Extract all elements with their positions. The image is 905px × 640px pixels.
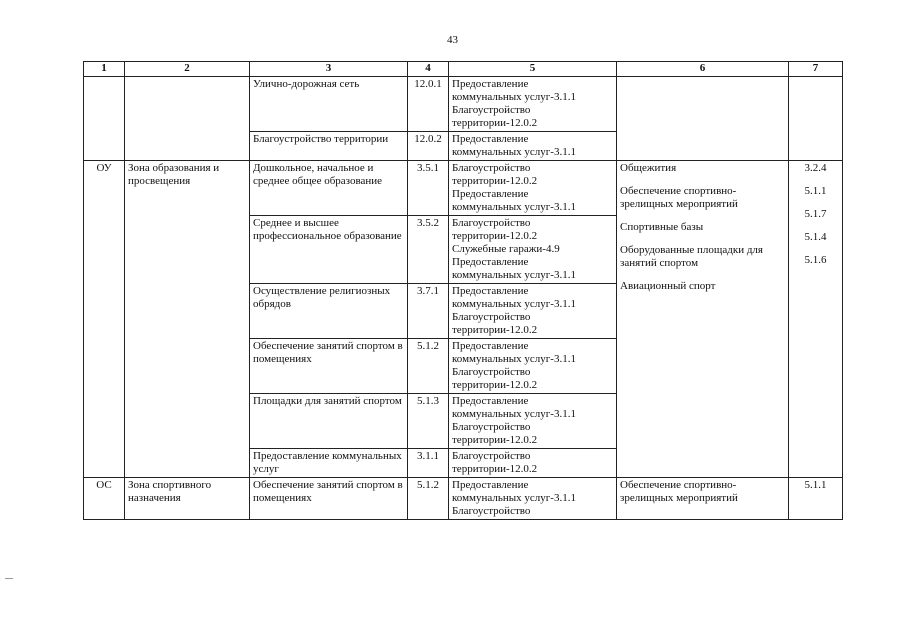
use-name-cell: Осуществление религиозных обрядов bbox=[250, 284, 408, 339]
col-header-7: 7 bbox=[789, 62, 843, 77]
conditional-use-name: Авиационный спорт bbox=[620, 280, 716, 292]
col-header-1: 1 bbox=[84, 62, 125, 77]
table-row bbox=[84, 161, 843, 216]
table-row bbox=[84, 77, 843, 132]
conditional-use-code: 5.1.7 bbox=[804, 208, 827, 220]
zone-code-cell bbox=[84, 77, 125, 161]
aux-uses-cell bbox=[449, 394, 617, 449]
aux-use-line: коммунальных услуг-3.1.1 bbox=[452, 146, 576, 158]
conditional-use-name: Обеспечение спортивно-зрелищных мероприятий bbox=[620, 479, 738, 504]
aux-use-line: Предоставление bbox=[452, 256, 529, 268]
aux-use-line: Благоустройство bbox=[452, 217, 531, 229]
aux-use-line: коммунальных услуг-3.1.1 bbox=[452, 408, 576, 420]
aux-use-line: территории-12.0.2 bbox=[452, 175, 538, 187]
aux-use-line: Предоставление bbox=[452, 188, 529, 200]
use-code-cell: 12.0.1 bbox=[408, 77, 449, 132]
conditional-use-code: 5.1.6 bbox=[804, 254, 827, 266]
aux-use-line: Предоставление bbox=[452, 479, 529, 491]
conditional-use-code: 5.1.4 bbox=[804, 231, 827, 243]
use-code-cell: 5.1.2 bbox=[408, 339, 449, 394]
aux-use-line: коммунальных услуг-3.1.1 bbox=[452, 201, 576, 213]
zone-code-cell: ОС bbox=[84, 478, 125, 520]
use-code-cell: 5.1.2 bbox=[408, 478, 449, 520]
aux-use-line: Благоустройство bbox=[452, 162, 531, 174]
aux-use-line: Служебные гаражи-4.9 bbox=[452, 243, 560, 255]
aux-use-line: коммунальных услуг-3.1.1 bbox=[452, 298, 576, 310]
aux-use-line: Предоставление bbox=[452, 78, 529, 90]
conditional-uses-cell bbox=[617, 77, 789, 161]
conditional-use-name: Спортивные базы bbox=[620, 221, 704, 233]
conditional-use-name: Общежития bbox=[620, 162, 677, 174]
zoning-table bbox=[83, 61, 843, 520]
aux-use-line: территории-12.0.2 bbox=[452, 230, 538, 242]
use-name-cell: Благоустройство территории bbox=[250, 132, 408, 161]
conditional-codes-cell bbox=[789, 161, 843, 478]
col-header-6: 6 bbox=[617, 62, 789, 77]
conditional-use-code: 5.1.1 bbox=[804, 479, 827, 491]
zone-name-cell: Зона образования и просвещения bbox=[125, 161, 250, 478]
aux-use-line: Предоставление bbox=[452, 133, 529, 145]
aux-use-line: территории-12.0.2 bbox=[452, 379, 538, 391]
table-body bbox=[84, 77, 843, 520]
col-header-3: 3 bbox=[250, 62, 408, 77]
col-header-4: 4 bbox=[408, 62, 449, 77]
zone-code-cell: ОУ bbox=[84, 161, 125, 478]
col-header-2: 2 bbox=[125, 62, 250, 77]
aux-uses-cell bbox=[449, 339, 617, 394]
aux-uses-cell bbox=[449, 478, 617, 520]
conditional-uses-cell bbox=[617, 161, 789, 478]
table-row bbox=[84, 478, 843, 520]
conditional-use-name: Оборудованные площадки для занятий спортом bbox=[620, 244, 763, 269]
aux-uses-cell bbox=[449, 449, 617, 478]
zone-name-cell: Зона спортивного назначения bbox=[125, 478, 250, 520]
conditional-use-code: 5.1.1 bbox=[804, 185, 827, 197]
aux-use-line: коммунальных услуг-3.1.1 bbox=[452, 353, 576, 365]
use-code-cell: 3.1.1 bbox=[408, 449, 449, 478]
aux-uses-cell bbox=[449, 216, 617, 284]
aux-use-line: территории-12.0.2 bbox=[452, 463, 538, 475]
use-name-cell: Площадки для занятий спортом bbox=[250, 394, 408, 449]
aux-uses-cell bbox=[449, 77, 617, 132]
aux-use-line: территории-12.0.2 bbox=[452, 324, 538, 336]
aux-use-line: коммунальных услуг-3.1.1 bbox=[452, 269, 576, 281]
aux-use-line: территории-12.0.2 bbox=[452, 434, 538, 446]
use-code-cell: 3.7.1 bbox=[408, 284, 449, 339]
use-code-cell: 3.5.2 bbox=[408, 216, 449, 284]
aux-use-line: коммунальных услуг-3.1.1 bbox=[452, 492, 576, 504]
conditional-uses-cell bbox=[617, 478, 789, 520]
use-name-cell: Улично-дорожная сеть bbox=[250, 77, 408, 132]
aux-use-line: Благоустройство bbox=[452, 421, 531, 433]
aux-uses-cell bbox=[449, 132, 617, 161]
conditional-codes-cell bbox=[789, 77, 843, 161]
aux-use-line: коммунальных услуг-3.1.1 bbox=[452, 91, 576, 103]
conditional-use-name: Обеспечение спортивно-зрелищных мероприятий bbox=[620, 185, 738, 210]
conditional-use-code: 3.2.4 bbox=[804, 162, 827, 174]
use-code-cell: 3.5.1 bbox=[408, 161, 449, 216]
page-number: 43 bbox=[447, 34, 458, 46]
use-name-cell: Дошкольное, начальное и среднее общее образование bbox=[250, 161, 408, 216]
use-name-cell: Обеспечение занятий спортом в помещениях bbox=[250, 339, 408, 394]
aux-use-line: Благоустройство bbox=[452, 104, 531, 116]
aux-use-line: Благоустройство bbox=[452, 505, 531, 517]
use-name-cell: Среднее и высшее профессиональное образование bbox=[250, 216, 408, 284]
conditional-codes-cell bbox=[789, 478, 843, 520]
aux-use-line: Предоставление bbox=[452, 340, 529, 352]
scan-mark bbox=[5, 578, 13, 579]
use-code-cell: 5.1.3 bbox=[408, 394, 449, 449]
header-row bbox=[84, 62, 843, 77]
aux-use-line: Предоставление bbox=[452, 395, 529, 407]
aux-use-line: Предоставление bbox=[452, 285, 529, 297]
aux-use-line: Благоустройство bbox=[452, 366, 531, 378]
aux-use-line: Благоустройство bbox=[452, 311, 531, 323]
aux-uses-cell bbox=[449, 284, 617, 339]
aux-use-line: территории-12.0.2 bbox=[452, 117, 538, 129]
use-name-cell: Предоставление коммунальных услуг bbox=[250, 449, 408, 478]
use-name-cell: Обеспечение занятий спортом в помещениях bbox=[250, 478, 408, 520]
use-code-cell: 12.0.2 bbox=[408, 132, 449, 161]
aux-use-line: Благоустройство bbox=[452, 450, 531, 462]
zone-name-cell bbox=[125, 77, 250, 161]
col-header-5: 5 bbox=[449, 62, 617, 77]
aux-uses-cell bbox=[449, 161, 617, 216]
